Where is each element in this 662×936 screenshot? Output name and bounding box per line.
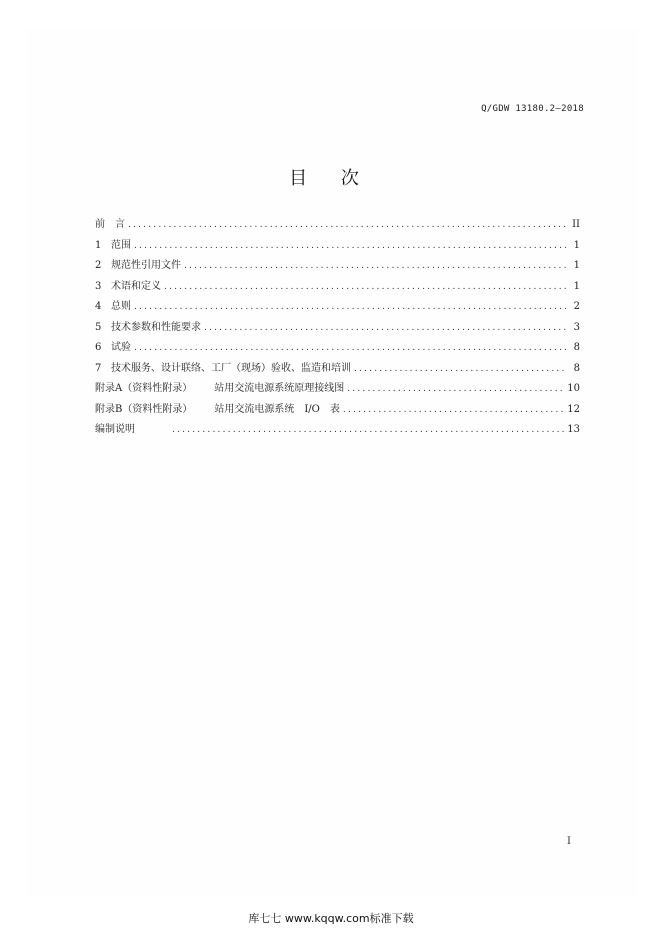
toc-label: 技术参数和性能要求: [111, 321, 201, 333]
toc-section-number: 4: [95, 301, 102, 312]
toc-page-number: II: [572, 219, 580, 230]
toc-page-number: 1: [573, 239, 580, 251]
toc-leader: [134, 241, 567, 251]
toc-entry-compilation-notes[interactable]: [95, 420, 580, 441]
page-title: 目 次: [289, 168, 373, 189]
toc-label: 技术服务、设计联络、工厂（现场）验收、监造和培训: [111, 362, 351, 374]
toc-entry-general[interactable]: [95, 297, 580, 318]
toc-page-number: 1: [573, 260, 580, 271]
toc-entry-scope[interactable]: [95, 236, 580, 257]
toc-entry-tests[interactable]: [95, 338, 580, 359]
toc-page-number: 8: [573, 342, 580, 353]
toc-leader: [128, 220, 567, 230]
toc-entry-technical-parameters[interactable]: [95, 318, 580, 339]
toc-leader: [184, 261, 567, 271]
toc-sublabel: 站用交流电源系统 I/O 表: [214, 403, 340, 415]
toc-entry-terms[interactable]: [95, 277, 580, 298]
toc-entry-appendix-b[interactable]: [95, 400, 580, 421]
toc-page-number: 3: [573, 321, 580, 333]
toc-leader: [347, 384, 564, 394]
toc-leader: [172, 425, 564, 435]
toc-entry-normative-references[interactable]: [95, 256, 580, 277]
toc-entry-foreword[interactable]: [95, 215, 580, 236]
toc-label: 总则: [111, 301, 131, 312]
toc-section-number: 3: [95, 280, 102, 292]
page-number: I: [567, 836, 571, 847]
toc-page-number: 2: [573, 301, 580, 312]
toc-leader: [204, 323, 567, 333]
toc-page-number: 12: [567, 403, 580, 415]
toc-entry-appendix-a[interactable]: [95, 379, 580, 400]
toc-page-number: 10: [567, 383, 580, 394]
toc-leader: [343, 405, 564, 415]
toc-leader: [134, 343, 567, 353]
footer-watermark-text: 库七七 www.kqqw.com标准下载: [248, 912, 414, 925]
toc-sublabel: 站用交流电源系统原理接线图: [214, 383, 345, 394]
toc-label: 范围: [111, 239, 131, 251]
toc-page-number: 1: [573, 280, 580, 292]
toc-leader: [134, 302, 567, 312]
toc-label: 前 言: [95, 219, 125, 230]
toc-page-number: 13: [567, 424, 580, 435]
toc-label: 编制说明: [95, 424, 135, 435]
toc-label: 试验: [111, 342, 131, 353]
toc-label: 规范性引用文件: [111, 260, 181, 271]
toc-leader: [354, 364, 567, 374]
document-page: [26, 28, 638, 896]
table-of-contents: [95, 215, 580, 441]
toc-entry-technical-services[interactable]: [95, 359, 580, 380]
toc-page-number: 8: [573, 362, 580, 374]
toc-label: 附录A（资料性附录）: [95, 383, 193, 394]
standard-code: Q/GDW 13180.2—2018: [481, 104, 584, 114]
toc-section-number: 1: [95, 239, 102, 251]
toc-section-number: 7: [95, 362, 102, 374]
toc-section-number: 5: [95, 321, 102, 333]
toc-label: 附录B（资料性附录）: [95, 403, 193, 415]
toc-section-number: 6: [95, 342, 102, 353]
toc-leader: [164, 282, 567, 292]
toc-label: 术语和定义: [111, 280, 161, 292]
toc-section-number: 2: [95, 260, 102, 271]
